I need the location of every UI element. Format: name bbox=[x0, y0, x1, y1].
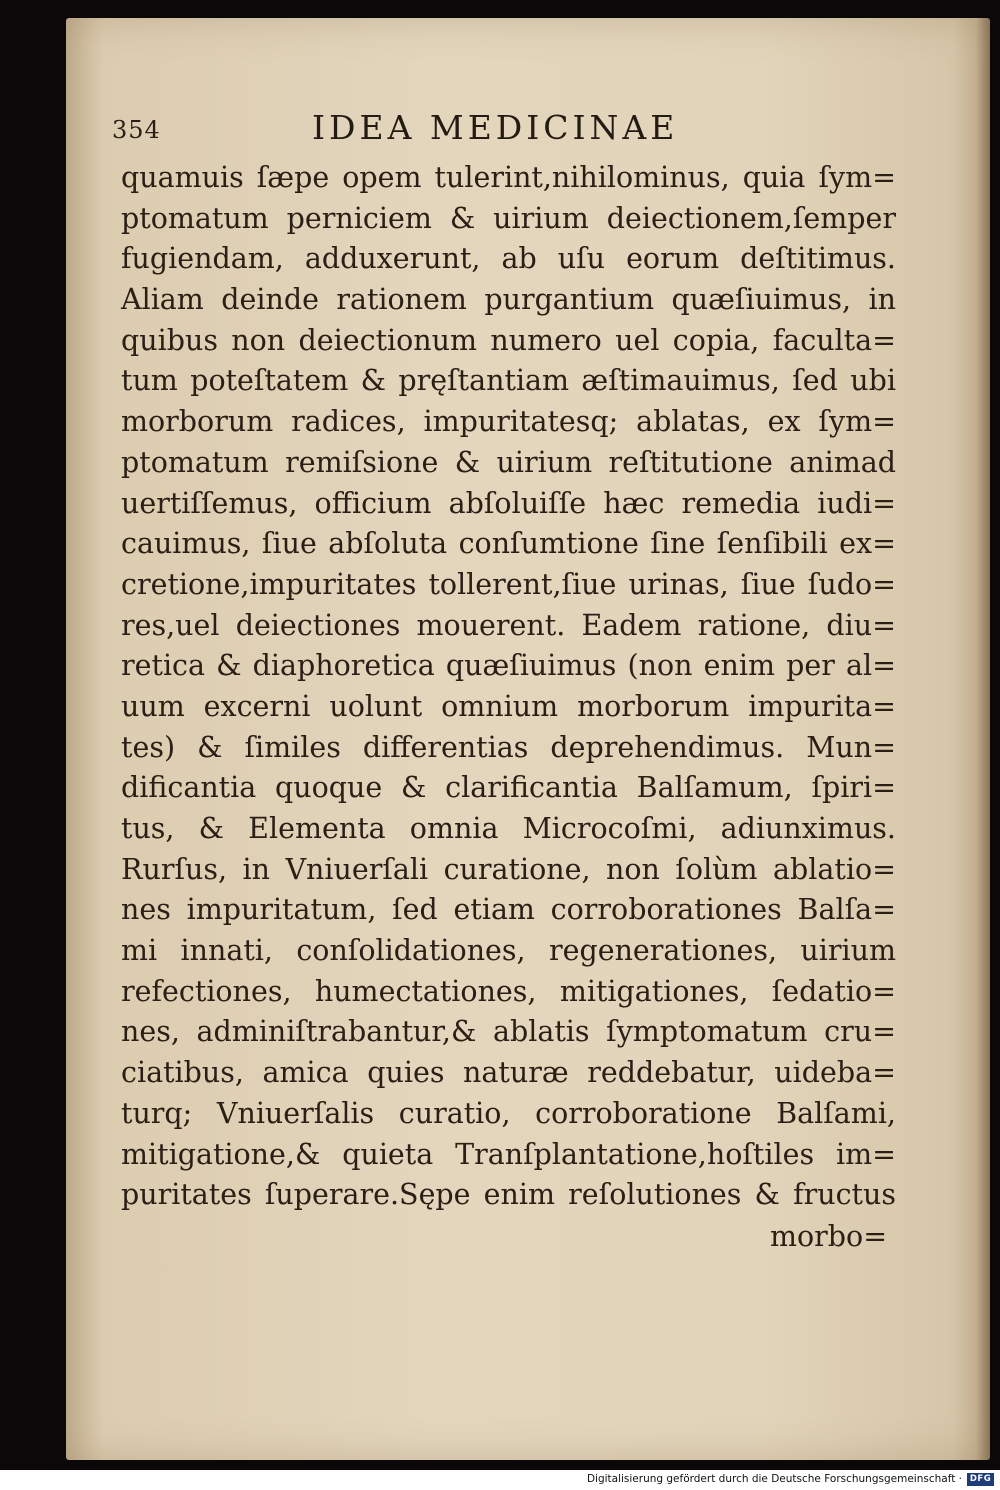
text-line: Aliam deinde rationem purgantium quæſiuimus, in bbox=[121, 283, 896, 317]
text-line: fugiendam, adduxerunt, ab uſu eorum deſtitimus. bbox=[121, 242, 896, 276]
text-line: mi innati, conſolidationes, regenerationes, uirium bbox=[121, 934, 896, 968]
text-line: cretione,impuritates tollerent,ſiue urinas, ſiue ſudo= bbox=[121, 567, 896, 601]
page-header bbox=[112, 100, 812, 152]
text-line: ciatibus, amica quies naturæ reddebatur, uideba= bbox=[121, 1056, 896, 1090]
text-line: tes) & ſimiles differentias deprehendimus. Mun= bbox=[121, 730, 896, 764]
text-line: quibus non deiectionum numero uel copia, faculta= bbox=[121, 323, 896, 357]
text-line: refectiones, humectationes, mitigationes, ſedatio= bbox=[121, 974, 896, 1008]
body-text bbox=[121, 158, 896, 1216]
text-line: dificantia quoque & clarificantia Balſamum, ſpiri= bbox=[121, 771, 896, 805]
page-edge-shadow bbox=[976, 18, 990, 1460]
text-line: ptomatum remiſsione & uirium reſtitutione animad bbox=[121, 445, 896, 479]
text-line: ptomatum perniciem & uirium deiectionem,ſemper bbox=[121, 201, 896, 235]
text-line: cauimus, ſiue abſoluta conſumtione ſine ſenſibili ex= bbox=[121, 527, 896, 561]
text-line: nes impuritatum, ſed etiam corroborationes Balſa= bbox=[121, 893, 896, 927]
text-line: morborum radices, impuritatesq; ablatas, ex ſym= bbox=[121, 405, 896, 439]
text-line: uertiſſemus, officium abſoluiſſe hæc remedia iudi= bbox=[121, 486, 896, 520]
footer-bar bbox=[0, 1470, 1000, 1490]
text-line: res,uel deiectiones mouerent. Eadem ratione, diu= bbox=[121, 608, 896, 642]
page-number: 354 bbox=[112, 116, 161, 144]
text-line: mitigatione,& quieta Tranſplantatione,hoſtiles im= bbox=[121, 1137, 896, 1171]
funding-note: Digitalisierung gefördert durch die Deutsche Forschungsgemeinschaft · bbox=[586, 1473, 962, 1485]
text-line: uum excerni uolunt omnium morborum impurita= bbox=[121, 689, 896, 723]
text-line: Rurſus, in Vniuerſali curatione, non ſolùm ablatio= bbox=[121, 852, 896, 886]
dfg-logo: DFG bbox=[967, 1473, 994, 1486]
text-line: puritates ſuperare.Sępe enim reſolutiones & fructus bbox=[121, 1178, 896, 1212]
text-line: tus, & Elementa omnia Microcoſmi, adiunximus. bbox=[121, 812, 896, 845]
text-line: tum poteſtatem & pręſtantiam æſtimauimus, ſed ubi bbox=[121, 364, 896, 398]
catchword: morbo= bbox=[770, 1220, 888, 1253]
text-line: turq; Vniuerſalis curatio, corroboratione Balſami, bbox=[121, 1096, 896, 1130]
running-title: IDEA MEDICINAE bbox=[312, 108, 679, 147]
text-line: retica & diaphoretica quæſiuimus (non enim per al= bbox=[121, 649, 896, 683]
text-line: nes, adminiſtrabantur,& ablatis ſymptomatum cru= bbox=[121, 1015, 896, 1049]
text-line: quamuis ſæpe opem tulerint,nihilominus, quia ſym= bbox=[121, 161, 896, 194]
